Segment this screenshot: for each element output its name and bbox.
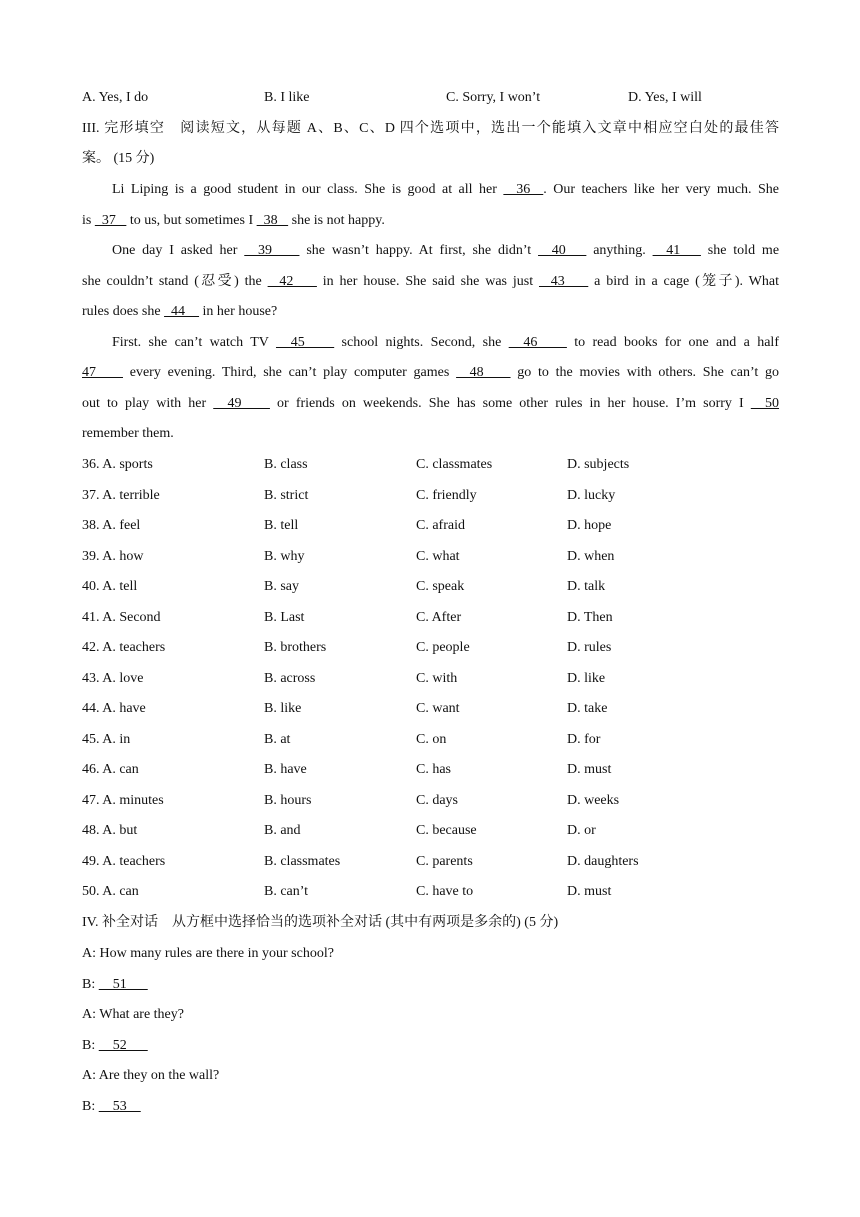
question-row bbox=[82, 517, 779, 535]
question-option: 41. A. Second bbox=[82, 609, 161, 625]
section-3-title-cont: 案。 (15 分) bbox=[82, 151, 155, 166]
passage-line-5 bbox=[82, 303, 779, 321]
blank-47: 47 bbox=[82, 365, 123, 380]
question-option: C. want bbox=[416, 701, 460, 716]
blank-48: 48 bbox=[456, 365, 511, 380]
passage-text: in her house? bbox=[199, 304, 278, 319]
passage-text: she wasn’t happy. At first, she didn’t bbox=[299, 243, 539, 258]
question-option: D. lucky bbox=[567, 487, 616, 503]
question-option: D. Then bbox=[567, 609, 613, 625]
passage-text: First. she can’t watch TV bbox=[112, 335, 276, 350]
passage-line-9: remember them. bbox=[82, 426, 174, 441]
question-option: D. take bbox=[567, 701, 608, 716]
passage-line-4 bbox=[82, 273, 779, 291]
question-option: D. or bbox=[567, 823, 596, 838]
speaker-label: B: bbox=[82, 977, 99, 992]
question-option: 40. A. tell bbox=[82, 579, 138, 594]
dialogue-line bbox=[82, 1037, 779, 1055]
question-option: B. at bbox=[264, 731, 291, 747]
blank-44: 44 bbox=[164, 304, 200, 319]
option-b: B. I like bbox=[264, 90, 310, 105]
question-row bbox=[82, 822, 779, 840]
question-row bbox=[82, 761, 779, 779]
question-option: D. when bbox=[567, 548, 615, 564]
question-option: C. classmates bbox=[416, 457, 493, 472]
question-option: B. brothers bbox=[264, 640, 327, 655]
question-option: D. daughters bbox=[567, 853, 639, 869]
dialogue-line bbox=[82, 976, 779, 994]
passage-text: she told me bbox=[700, 243, 780, 258]
blank-53: 53 bbox=[98, 1099, 141, 1114]
passage-line-1 bbox=[82, 181, 779, 199]
question-option: B. class bbox=[264, 457, 308, 472]
passage-text: to us, but sometimes I bbox=[126, 213, 257, 228]
speaker-label: A: bbox=[82, 1007, 100, 1022]
question-option: D. rules bbox=[567, 640, 612, 655]
dialogue-line bbox=[82, 1067, 779, 1085]
question-row bbox=[82, 639, 779, 657]
question-option: 36. A. sports bbox=[82, 457, 153, 472]
question-option: 42. A. teachers bbox=[82, 640, 166, 655]
passage-text: a bird in a cage (笼子). What bbox=[588, 274, 779, 289]
question-option: C. because bbox=[416, 823, 477, 838]
blank-43: 43 bbox=[538, 274, 589, 289]
question-option: B. say bbox=[264, 579, 299, 594]
question-option: D. weeks bbox=[567, 792, 620, 808]
blank-39: 39 bbox=[244, 243, 300, 258]
question-row bbox=[82, 792, 779, 810]
speaker-label: A: bbox=[82, 946, 100, 961]
passage-text: One day I asked her bbox=[112, 243, 245, 258]
question-option: D. like bbox=[567, 670, 606, 686]
section-3-title: III. 完形填空 阅读短文，从每题 A、B、C、D 四个选项中，选出一个能填入文章中相应空白处的最佳答 bbox=[82, 121, 779, 136]
question-option: C. days bbox=[416, 792, 458, 808]
passage-text: school nights. Second, she bbox=[334, 335, 509, 350]
question-option: B. and bbox=[264, 823, 301, 838]
passage-text: . Our teachers like her very much. She bbox=[543, 182, 780, 197]
question-option: D. for bbox=[567, 731, 601, 747]
question-option: D. must bbox=[567, 762, 612, 777]
blank-38: 38 bbox=[256, 213, 289, 228]
question-option: B. classmates bbox=[264, 853, 341, 869]
option-a: A. Yes, I do bbox=[82, 90, 149, 105]
question-option: C. what bbox=[416, 548, 460, 564]
question-option: 45. A. in bbox=[82, 731, 131, 747]
dialogue-text: What are they? bbox=[99, 1007, 184, 1022]
question-option: 44. A. have bbox=[82, 701, 146, 716]
question-option: B. Last bbox=[264, 609, 305, 625]
question-option: 39. A. how bbox=[82, 548, 144, 564]
question-option: D. talk bbox=[567, 579, 606, 594]
question-row bbox=[82, 548, 779, 566]
question-option: B. why bbox=[264, 548, 305, 564]
question-option: 38. A. feel bbox=[82, 518, 141, 533]
option-c: C. Sorry, I won’t bbox=[446, 90, 541, 105]
passage-text: Li Liping is a good student in our class. She is good at all her bbox=[112, 182, 504, 197]
question-option: 46. A. can bbox=[82, 762, 139, 777]
question-row bbox=[82, 853, 779, 871]
question-row bbox=[82, 731, 779, 749]
question-option: B. strict bbox=[264, 487, 309, 503]
option-d: D. Yes, I will bbox=[628, 90, 702, 105]
passage-text: anything. bbox=[586, 243, 653, 258]
question-row bbox=[82, 578, 779, 596]
speaker-label: B: bbox=[82, 1099, 99, 1114]
question-option: B. across bbox=[264, 670, 316, 686]
blank-45: 45 bbox=[275, 335, 335, 350]
question-option: B. tell bbox=[264, 518, 299, 533]
passage-text: or friends on weekends. She has some other rules in her house. I’m sorry I bbox=[269, 396, 751, 411]
passage-text: is bbox=[82, 213, 95, 228]
question-row bbox=[82, 670, 779, 688]
question-row bbox=[82, 609, 779, 627]
blank-46: 46 bbox=[508, 335, 567, 350]
question-option: C. has bbox=[416, 762, 451, 777]
passage-line-3 bbox=[82, 242, 779, 260]
question-option: C. with bbox=[416, 670, 458, 686]
question-option: C. speak bbox=[416, 579, 465, 594]
dialogue-line bbox=[82, 1006, 779, 1024]
question-option: 48. A. but bbox=[82, 823, 138, 838]
question-option: C. on bbox=[416, 731, 447, 747]
passage-text: she is not happy. bbox=[288, 213, 385, 228]
prev-question-options bbox=[82, 89, 779, 107]
question-row bbox=[82, 456, 779, 474]
question-option: B. can’t bbox=[264, 884, 309, 899]
blank-52: 52 bbox=[98, 1038, 148, 1053]
passage-text: out to play with her bbox=[82, 396, 214, 411]
blank-37: 37 bbox=[94, 213, 127, 228]
question-option: B. like bbox=[264, 701, 302, 716]
dialogue-text: How many rules are there in your school? bbox=[99, 946, 334, 961]
question-option: B. have bbox=[264, 762, 307, 777]
question-option: D. subjects bbox=[567, 457, 630, 472]
question-row bbox=[82, 700, 779, 718]
blank-41: 41 bbox=[652, 243, 701, 258]
passage-text: to read books for one and a half bbox=[566, 335, 779, 350]
question-option: C. friendly bbox=[416, 487, 477, 503]
question-option: 49. A. teachers bbox=[82, 853, 166, 869]
passage-text: in her house. She said she was just bbox=[316, 274, 539, 289]
passage-text: go to the movies with others. She can’t go bbox=[510, 365, 780, 380]
question-option: D. must bbox=[567, 884, 612, 899]
blank-51: 51 bbox=[98, 977, 148, 992]
question-option: D. hope bbox=[567, 518, 612, 533]
question-option: 43. A. love bbox=[82, 670, 144, 686]
blank-40: 40 bbox=[538, 243, 587, 258]
blank-50: 50 bbox=[750, 396, 780, 411]
question-option: 37. A. terrible bbox=[82, 487, 160, 503]
passage-text: every evening. Third, she can’t play computer games bbox=[122, 365, 457, 380]
section-4-title: IV. 补全对话 从方框中选择恰当的选项补全对话 (其中有两项是多余的) (5 分) bbox=[82, 915, 559, 930]
question-row bbox=[82, 883, 779, 901]
question-option: C. have to bbox=[416, 884, 474, 899]
passage-line-8 bbox=[82, 395, 779, 413]
dialogue-line bbox=[82, 1098, 779, 1116]
passage-text: she couldn’t stand (忍受) the bbox=[82, 274, 268, 289]
question-option: 50. A. can bbox=[82, 884, 139, 899]
question-option: C. people bbox=[416, 640, 470, 655]
passage-text: rules does she bbox=[82, 304, 165, 319]
question-option: C. afraid bbox=[416, 518, 465, 533]
dialogue-text: Are they on the wall? bbox=[98, 1068, 220, 1083]
question-option: C. parents bbox=[416, 853, 473, 869]
passage-line-6 bbox=[82, 334, 779, 352]
passage-line-2 bbox=[82, 212, 779, 230]
passage-line-7 bbox=[82, 364, 779, 382]
speaker-label: A: bbox=[82, 1068, 99, 1083]
speaker-label: B: bbox=[82, 1038, 99, 1053]
question-option: B. hours bbox=[264, 792, 312, 808]
question-row bbox=[82, 487, 779, 505]
question-option: 47. A. minutes bbox=[82, 792, 164, 808]
blank-49: 49 bbox=[213, 396, 270, 411]
question-option: C. After bbox=[416, 609, 462, 625]
blank-42: 42 bbox=[267, 274, 317, 289]
dialogue-line bbox=[82, 945, 779, 963]
blank-36: 36 bbox=[503, 182, 544, 197]
